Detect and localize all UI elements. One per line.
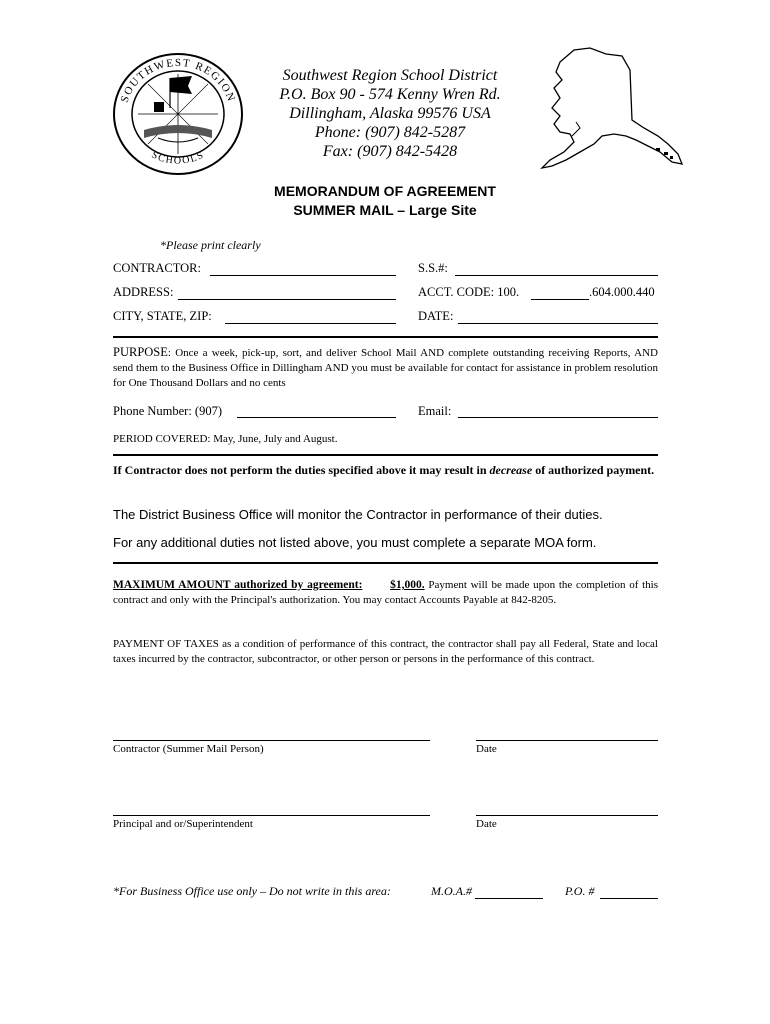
svg-text:SOUTHWEST REGION: SOUTHWEST REGION xyxy=(118,56,238,105)
district-address-line2: Dillingham, Alaska 99576 USA xyxy=(289,105,491,122)
print-clearly-note: *Please print clearly xyxy=(160,238,261,252)
principal-date-label: Date xyxy=(476,818,497,830)
acct-code-suffix: .604.000.440 xyxy=(589,285,655,299)
district-phone: Phone: (907) 842-5287 xyxy=(314,124,466,141)
district-address-line1: P.O. Box 90 - 574 Kenny Wren Rd. xyxy=(279,86,501,103)
svg-text:SCHOOLS: SCHOOLS xyxy=(149,149,207,167)
email-field[interactable] xyxy=(458,417,658,418)
contractor-date-line[interactable] xyxy=(476,740,658,741)
district-fax: Fax: (907) 842-5428 xyxy=(322,143,458,160)
po-field[interactable] xyxy=(600,898,658,899)
taxes-paragraph: PAYMENT OF TAXES as a condition of performance of this contract, the contractor shall pay all Federal, State and local taxes incurred by the contractor, subcontractor, or other person or persons in the performance of this contract. xyxy=(113,638,658,665)
maximum-amount-label: MAXIMUM AMOUNT authorized by agreement: xyxy=(113,579,363,591)
maximum-amount-paragraph xyxy=(113,578,658,608)
warning-paragraph xyxy=(113,463,658,478)
letterhead xyxy=(240,66,540,161)
district-seal-logo xyxy=(108,50,248,180)
warning-text-end: of authorized payment. xyxy=(532,463,655,477)
principal-signature-line[interactable] xyxy=(113,815,430,816)
acct-code-field[interactable] xyxy=(531,299,589,300)
ssn-field[interactable] xyxy=(455,275,658,276)
po-label: P.O. # xyxy=(565,884,595,898)
purpose-text: : Once a week, pick-up, sort, and deliver School Mail AND complete outstanding receiving Reports, AND send them to the Business Office in Dillingham AND you must be available for contact for assistance in problem resolution for One Thousand Dollars and no cents xyxy=(113,347,658,389)
title-line2: SUMMER MAIL – Large Site xyxy=(293,202,477,218)
address-field[interactable] xyxy=(178,299,396,300)
address-label: ADDRESS: xyxy=(113,285,174,299)
title-line1: MEMORANDUM OF AGREEMENT xyxy=(274,183,496,199)
principal-date-line[interactable] xyxy=(476,815,658,816)
contractor-field[interactable] xyxy=(210,275,396,276)
business-office-note: *For Business Office use only – Do not write in this area: xyxy=(113,884,391,898)
city-state-zip-label: CITY, STATE, ZIP: xyxy=(113,309,212,323)
date-label: DATE: xyxy=(418,309,454,323)
acct-code-label: ACCT. CODE: 100. xyxy=(418,285,520,299)
maximum-amount-text: Payment will be made upon the completion of this contract and only with the Principal's authorization. You may contact Accounts Payable at 842-8205. xyxy=(113,579,658,606)
moa-label: M.O.A.# xyxy=(431,884,472,898)
additional-duties-statement: For any additional duties not listed above, you must complete a separate MOA form. xyxy=(113,535,597,550)
email-label: Email: xyxy=(418,404,452,418)
monitor-statement: The District Business Office will monitor the Contractor in performance of their duties. xyxy=(113,507,603,522)
date-field[interactable] xyxy=(458,323,658,324)
contractor-signature-label: Contractor (Summer Mail Person) xyxy=(113,743,264,755)
divider xyxy=(113,562,658,564)
maximum-amount-value: $1,000. xyxy=(390,579,425,591)
divider xyxy=(113,336,658,338)
district-name: Southwest Region School District xyxy=(282,67,498,84)
phone-label: Phone Number: (907) xyxy=(113,404,223,418)
warning-emphasis: decrease xyxy=(489,463,533,477)
moa-field[interactable] xyxy=(475,898,543,899)
warning-text-start: If Contractor does not perform the duties specified above it may result in xyxy=(113,463,490,477)
divider xyxy=(113,454,658,456)
contractor-signature-line[interactable] xyxy=(113,740,430,741)
contractor-date-label: Date xyxy=(476,743,497,755)
phone-field[interactable] xyxy=(237,417,396,418)
document-title xyxy=(200,182,570,220)
alaska-map-icon xyxy=(536,40,686,170)
purpose-label: PURPOSE xyxy=(113,345,168,359)
ssn-label: S.S.#: xyxy=(418,261,448,275)
contractor-label: CONTRACTOR: xyxy=(113,261,201,275)
city-state-zip-field[interactable] xyxy=(225,323,396,324)
period-covered: PERIOD COVERED: May, June, July and August. xyxy=(113,433,338,445)
purpose-paragraph xyxy=(113,345,658,391)
principal-signature-label: Principal and or/Superintendent xyxy=(113,818,253,830)
